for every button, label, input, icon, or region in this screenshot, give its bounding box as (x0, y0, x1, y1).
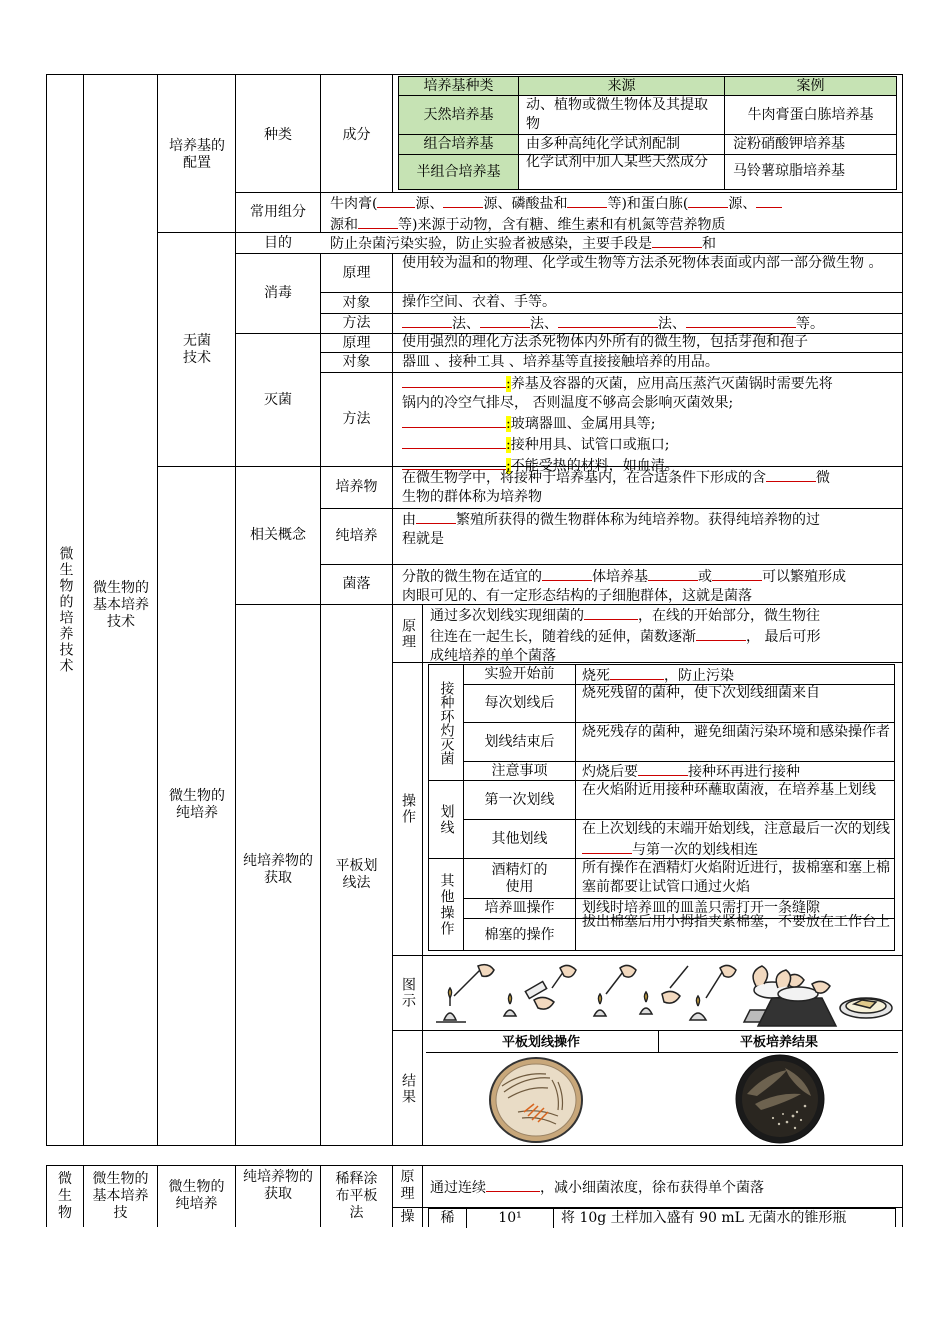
section-aseptic-tech: 无菌技术 (183, 333, 211, 366)
col-microbe-culture-tech: 微生物的培养技术 (57, 546, 74, 674)
label-streak-operation-image: 平板划线操作 (501, 1035, 580, 1050)
label-object: 对象 (342, 354, 371, 370)
label-purpose: 目的 (264, 234, 292, 251)
other-row-value: 划线时培养皿的皿盖只需打开一条缝隙 (582, 900, 820, 916)
media-header-example: 案例 (725, 77, 896, 96)
loop-row-key: 注意事项 (491, 762, 548, 779)
bottom-col2: 微生物的基本培养技 (92, 1170, 149, 1221)
media-header-source: 来源 (519, 77, 725, 96)
media-row-type: 天然培养基 (399, 96, 519, 135)
loop-row-key: 实验开始前 (484, 666, 555, 682)
disinfection-object: 操作空间、衣着、手等。 (402, 294, 556, 310)
media-row-example: 淀粉硝酸钾培养基 (733, 136, 845, 152)
media-row-example: 牛肉膏蛋白胨培养基 (747, 106, 874, 123)
label-colony: 菌落 (342, 576, 371, 592)
media-row-source: 化学试剂中加人某些天然成分 (526, 154, 708, 170)
label-principle: 原理 (400, 1169, 415, 1202)
dilution-row (428, 1208, 896, 1227)
dilution-row-key: 稀 (440, 1210, 455, 1226)
result-split-line (658, 1031, 659, 1053)
media-row-type: 组合培养基 (399, 135, 519, 155)
bottom-col5: 稀释涂布平板法 (335, 1170, 378, 1221)
bottom-col1: 微生物 (58, 1170, 72, 1221)
label-pure-culture: 纯培养 (335, 528, 378, 544)
purpose-text: 防止杂菌污染实验，防止实验者被感染，主要手段是 和 (330, 233, 900, 254)
label-illustration: 图示 (400, 977, 416, 1009)
label-disinfection: 消毒 (264, 285, 292, 301)
media-row-source: 由多种高纯化学试剂配制 (526, 136, 680, 152)
col-basic-culture-tech: 微生物的基本培养技术 (93, 579, 149, 630)
label-principle: 原理 (400, 617, 416, 650)
label-plate-result-image: 平板培养结果 (739, 1035, 818, 1050)
plate-culture-result-image (735, 1054, 825, 1144)
label-loop-sterilize: 接种环灼灭菌 (438, 680, 455, 765)
other-row-key: 棉塞的操作 (484, 926, 555, 943)
label-chengfen: 成分 (342, 126, 371, 143)
pure-culture-def: 由 繁殖所获得的微生物群体称为纯培养物。获得纯培养物的过 程就是 (402, 509, 897, 549)
streak-row-key: 第一次划线 (484, 791, 555, 808)
streak-operation-illustration (426, 958, 896, 1028)
other-row-value: 所有操作在酒精灯火焰附近进行，拔棉塞和塞上棉塞前都要让试管口通过火焰 (582, 860, 890, 895)
label-streak: 划线 (438, 803, 455, 836)
label-obtain-pure-culture: 纯培养物的获取 (243, 853, 313, 886)
loop-row-value: 灼烧后要 接种环再进行接种 (582, 761, 890, 782)
media-row-type: 半组合培养基 (399, 155, 519, 189)
streak-row-key: 其他划线 (491, 830, 548, 847)
loop-row-key: 划线结束后 (484, 733, 555, 750)
loop-row-value: 烧死残留的菌种，使下次划线细菌来自 (582, 685, 820, 701)
label-other-ops: 其他操作 (438, 872, 455, 937)
label-result: 结果 (400, 1072, 416, 1105)
dilution-row-factor: 10¹ (498, 1210, 522, 1226)
operation-table (428, 664, 895, 951)
disinfection-principle: 使用较为温和的物理、化学或生物等方法杀死物体表面或内部一部分微生物 。 (402, 255, 883, 271)
label-related-concepts: 相关概念 (250, 527, 306, 543)
sterilization-principle: 使用强烈的理化方法杀死物体内外所有的微生物，包括芽孢和孢子 (402, 334, 808, 350)
result-header-line (426, 1052, 898, 1053)
media-type-table (398, 76, 897, 192)
label-principle: 原理 (342, 334, 371, 351)
culture-def: 在微生物学中，将接种于培养基内，在合适条件下形成的含 微 生物的群体称为培养物 (402, 467, 897, 507)
other-row-key: 培养皿操作 (484, 900, 555, 916)
label-operation: 操 (400, 1209, 415, 1225)
label-method: 方法 (342, 411, 371, 427)
label-operation: 操作 (400, 793, 416, 825)
label-common-components: 常用组分 (250, 204, 306, 220)
sterilization-methods: :养基及容器的灭菌，应用高压蒸汽灭菌锅时需要先将 锅内的冷空气排尽， 否则温度不够高会影响灭菌效果; :玻璃器皿、金属用具等; :接种用具、试管口或瓶口; :不能受热的材料，如血清。 (402, 373, 897, 476)
loop-row-key: 每次划线后 (484, 695, 555, 711)
section-pure-culture: 微生物的纯培养 (169, 788, 225, 821)
other-row-value: 拔出棉塞后用小拇指夹紧棉塞，不要放在工作台上 (582, 914, 890, 930)
loop-row-value: 烧死残存的菌种，避免细菌污染环境和感染操作者 (582, 724, 890, 740)
media-header-type: 培养基种类 (399, 77, 519, 96)
label-zhonglei: 种类 (264, 126, 292, 143)
section-medium-prep: 培养基的配置 (169, 138, 225, 171)
streak-row-value: 在火焰附近用接种环蘸取菌液，在培养基上划线 (582, 782, 876, 798)
streak-plate-image (488, 1056, 584, 1144)
streak-row-value: 在上次划线的末端开始划线，注意最后一次的划线与第一次的划线相连 (582, 821, 890, 858)
loop-row-value: 烧死 ，防止污染 (582, 665, 890, 686)
label-culture: 培养物 (335, 479, 378, 495)
bottom-col4: 纯培养物的获取 (243, 1169, 313, 1202)
label-streak-plate: 平板划线法 (335, 858, 378, 891)
media-row-example: 马铃薯琼脂培养基 (733, 163, 845, 179)
common-components-text: 牛肉膏( 源、 源、磷酸盐和 等)和蛋白胨( 源、 源和 等)来源于动物，含有糖、维生素和有机氮等营养物质 (330, 193, 900, 235)
other-row-key: 酒精灯的使用 (491, 861, 548, 895)
disinfection-methods: 法、 法、 法、 等。 (402, 313, 897, 334)
label-principle: 原理 (342, 264, 371, 281)
bottom-col3: 微生物的纯培养 (168, 1179, 225, 1212)
label-method: 方法 (342, 315, 371, 331)
label-object: 对象 (342, 294, 371, 311)
dilution-row-value: 将 10g 土样加入盛有 90 mL 无菌水的锥形瓶 (561, 1210, 847, 1226)
streak-principle: 通过多次划线实现细菌的 ，在线的开始部分，微生物往 往连在一起生长，随着线的延伸，菌数逐渐 ， 最后可形 成纯培养的单个菌落 (430, 605, 895, 666)
media-row-source: 动、植物或微生物体及其提取物 (526, 97, 708, 132)
dilution-principle: 通过连续 ，减小细菌浓度，徐布获得单个菌落 (430, 1177, 890, 1198)
colony-def: 分散的微生物在适宜的 体培养基 或 可以繁殖形成 肉眼可见的、有一定形态结构的子细胞群体，这就是菌落 (402, 566, 897, 606)
label-sterilization: 灭菌 (264, 391, 292, 408)
sterilization-object: 器皿 、接种工具 、培养基等直接接触培养的用品。 (402, 354, 719, 370)
